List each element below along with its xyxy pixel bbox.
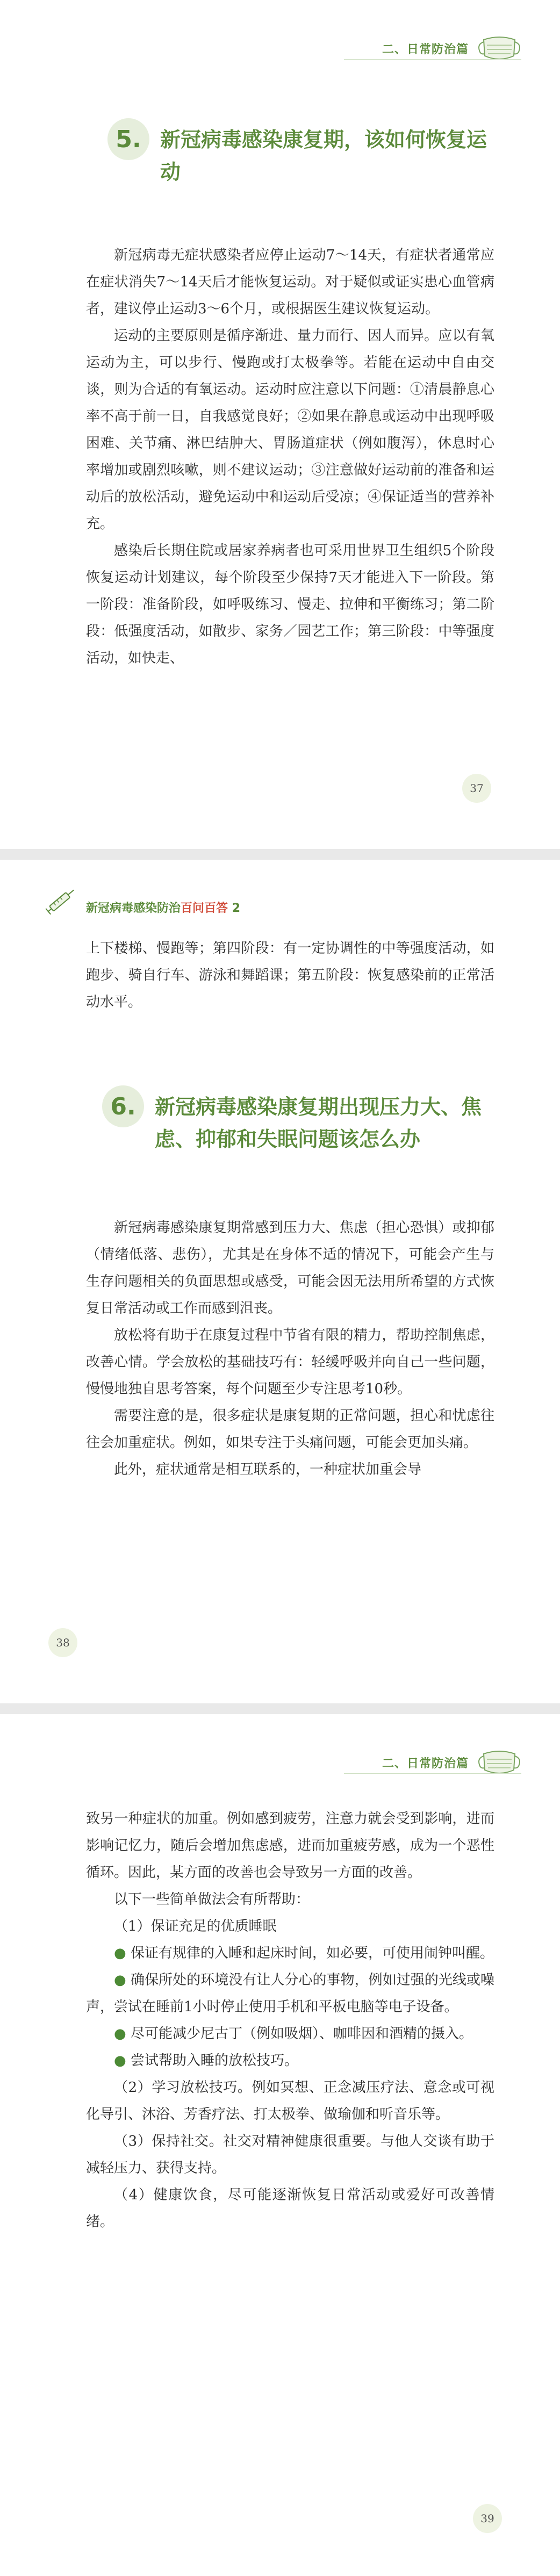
bullet-dot-icon: ●	[114, 1972, 131, 1988]
face-mask-icon	[476, 1746, 522, 1779]
list-heading: （1）保证充足的优质睡眠	[114, 1918, 277, 1934]
bullet-dot-icon: ●	[114, 2026, 131, 2042]
question-heading	[107, 118, 493, 188]
body-text	[86, 1214, 494, 1483]
section-header	[382, 1746, 522, 1779]
bullet-dot-icon: ●	[114, 1945, 131, 1961]
header-rule	[344, 59, 521, 60]
bullet-dot-icon: ●	[114, 2053, 131, 2069]
paragraph: 放松将有助于在康复过程中节省有限的精力，帮助控制焦虑，改善心情。学会放松的基础技巧有：轻缓呼吸并向自己一些问题，慢慢地独自思考答案，每个问题至少专注思考10秒。	[86, 1327, 494, 1397]
paragraph: 以下一些简单做法会有所帮助：	[114, 1891, 310, 1908]
list-item: （2）学习放松技巧。例如冥想、正念减压疗法、意念或可视化导引、沐浴、芳香疗法、打太极拳、做瑜伽和听音乐等。	[86, 2079, 494, 2122]
question-title: 新冠病毒感染康复期，该如何恢复运动	[160, 128, 487, 184]
section-header	[382, 32, 522, 64]
bullet-item: ● 保证有规律的入睡和起床时间，如必要，可使用闹钟叫醒。	[114, 1945, 494, 1961]
book-header	[43, 881, 240, 919]
list-item: （3）保持社交。社交对精神健康很重要。与他人交谈有助于减轻压力、获得支持。	[86, 2133, 494, 2176]
page-38	[0, 860, 560, 1703]
syringe-icon	[43, 881, 81, 919]
question-number-badge: 6.	[102, 1085, 144, 1127]
header-rule	[344, 1773, 521, 1774]
book-title: 新冠病毒感染防治百问百答 2	[86, 902, 240, 915]
paragraph: 上下楼梯、慢跑等；第四阶段：有一定协调性的中等强度活动，如跑步、骑自行车、游泳和舞蹈课；第五阶段：恢复感染前的正常活动水平。	[86, 940, 494, 1010]
continuation-text	[86, 935, 494, 1016]
section-label: 二、日常防治篇	[382, 1757, 469, 1771]
body-text	[86, 1805, 494, 2235]
page-number: 37	[462, 774, 491, 803]
bullet-item: ● 尽可能减少尼古丁（例如吸烟）、咖啡因和酒精的摄入。	[114, 2026, 473, 2042]
face-mask-icon	[476, 32, 522, 64]
page-39	[0, 1714, 560, 2576]
page-number: 39	[473, 2504, 502, 2533]
section-label: 二、日常防治篇	[382, 42, 469, 56]
paragraph: 此外，症状通常是相互联系的，一种症状加重会导	[114, 1462, 422, 1478]
list-item: （4）健康饮食，尽可能逐渐恢复日常活动或爱好可改善情绪。	[86, 2187, 494, 2230]
page-37	[0, 0, 560, 849]
page-number: 38	[48, 1628, 77, 1657]
bullet-item: ● 尝试帮助入睡的放松技巧。	[114, 2053, 298, 2069]
paragraph: 运动的主要原则是循序渐进、量力而行、因人而异。应以有氧运动为主，可以步行、慢跑或打太极拳等。若能在运动中自由交谈，则为合适的有氧运动。运动时应注意以下问题：①清晨静息心率不高于前一日，自我感觉良好；②如果在静息或运动中出现呼吸困难、关节痛、淋巴结肿大、胃肠道症状（例如腹泻），休息时心率增加或剧烈咳嗽，则不建议运动；③注意做好运动前的准备和运动后的放松活动，避免运动中和运动后受凉；④保证适当的营养补充。	[86, 328, 494, 532]
paragraph: 感染后长期住院或居家养病者也可采用世界卫生组织5个阶段恢复运动计划建议，每个阶段至少保持7天才能进入下一阶段。第一阶段：准备阶段，如呼吸练习、慢走、拉伸和平衡练习；第二阶段：低强度活动，如散步、家务／园艺工作；第三阶段：中等强度活动，如快走、	[86, 543, 494, 666]
question-number-badge: 5.	[107, 118, 149, 160]
paragraph: 需要注意的是，很多症状是康复期的正常问题，担心和忧虑往往会加重症状。例如，如果专注于头痛问题，可能会更加头痛。	[86, 1408, 494, 1451]
bullet-item: ● 确保所处的环境没有让人分心的事物，例如过强的光线或噪声，尝试在睡前1小时停止使用手机和平板电脑等电子设备。	[86, 1972, 494, 2015]
paragraph: 致另一种症状的加重。例如感到疲劳，注意力就会受到影响，进而影响记忆力，随后会增加焦虑感，进而加重疲劳感，成为一个恶性循环。因此，某方面的改善也会导致另一方面的改善。	[86, 1811, 494, 1881]
body-text	[86, 242, 494, 672]
question-title: 新冠病毒感染康复期出现压力大、焦虑、抑郁和失眠问题该怎么办	[155, 1095, 482, 1151]
paragraph: 新冠病毒无症状感染者应停止运动7～14天，有症状者通常应在症状消失7～14天后才能恢复运动。对于疑似或证实患心血管病者，建议停止运动3～6个月，或根据医生建议恢复运动。	[86, 247, 494, 317]
paragraph: 新冠病毒感染康复期常感到压力大、焦虑（担心恐惧）或抑郁（情绪低落、悲伤），尤其是在身体不适的情况下，可能会产生与生存问题相关的负面思想或感受，可能会因无法用所希望的方式恢复日常活动或工作而感到沮丧。	[86, 1220, 494, 1316]
question-heading	[102, 1085, 499, 1155]
